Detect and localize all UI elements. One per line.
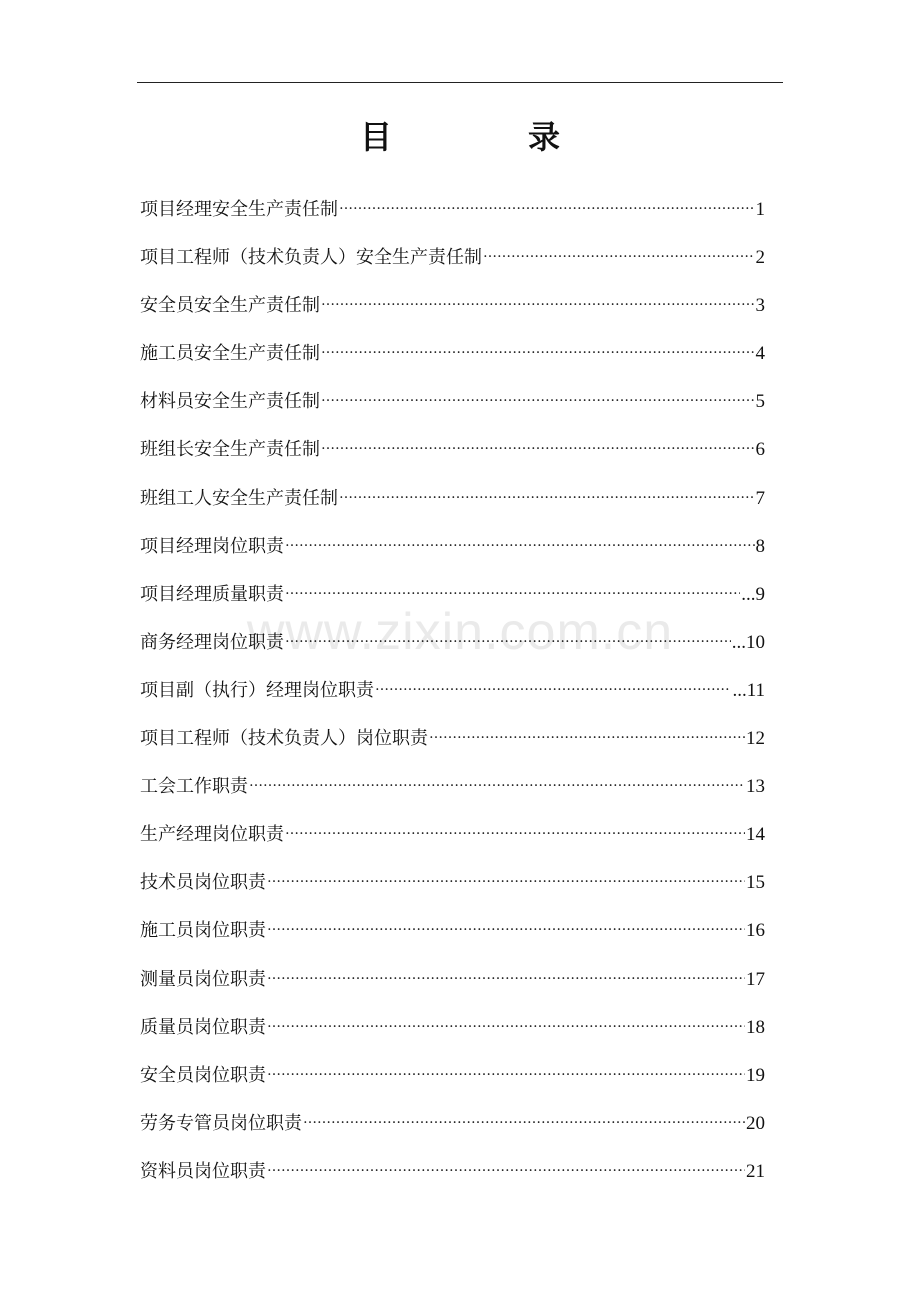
page-title: 目 录 bbox=[359, 118, 612, 156]
toc-entry[interactable] bbox=[140, 523, 765, 571]
toc-entry-label: 项目经理质量职责 bbox=[140, 583, 284, 605]
toc-entry-page-number: 14 bbox=[746, 824, 765, 846]
toc-entry-label: 项目经理岗位职责 bbox=[140, 535, 284, 557]
toc-entry[interactable] bbox=[140, 571, 765, 619]
toc-dot-leader bbox=[303, 1109, 745, 1129]
toc-entry[interactable] bbox=[140, 1052, 765, 1100]
toc-entry-label: 测量员岗位职责 bbox=[140, 968, 266, 990]
toc-entry-page-number: 18 bbox=[746, 1016, 765, 1038]
toc-dot-leader bbox=[321, 435, 755, 455]
toc-entry[interactable] bbox=[140, 907, 765, 955]
toc-entry-label: 班组工人安全生产责任制 bbox=[140, 487, 338, 509]
toc-entry-label: 项目工程师（技术负责人）岗位职责 bbox=[140, 728, 428, 750]
watermark: www.zixin.com.cn bbox=[246, 603, 674, 661]
toc-dot-leader bbox=[321, 291, 755, 311]
toc-entry-page-number: 7 bbox=[755, 487, 765, 509]
toc-entry-page-number: ...10 bbox=[731, 631, 765, 653]
toc-dot-leader bbox=[267, 965, 745, 985]
toc-entry-label: 工会工作职责 bbox=[140, 776, 248, 798]
toc-entry[interactable] bbox=[140, 1004, 765, 1052]
toc-entry[interactable] bbox=[140, 330, 765, 378]
toc-entry[interactable] bbox=[140, 186, 765, 234]
toc-dot-leader bbox=[267, 1157, 745, 1177]
toc-entry-label: 安全员安全生产责任制 bbox=[140, 295, 320, 317]
toc-entry[interactable] bbox=[140, 763, 765, 811]
toc-entry-page-number: 2 bbox=[755, 247, 765, 269]
toc-entry[interactable] bbox=[140, 715, 765, 763]
toc-entry[interactable] bbox=[140, 426, 765, 474]
toc-entry-page-number: 21 bbox=[746, 1160, 765, 1182]
toc-dot-leader bbox=[249, 772, 745, 792]
toc-entry-label: 商务经理岗位职责 bbox=[140, 631, 284, 653]
toc-entry-page-number: 12 bbox=[746, 728, 765, 750]
toc-entry-page-number: 3 bbox=[755, 295, 765, 317]
toc-dot-leader bbox=[483, 243, 755, 263]
toc-entry-label: 班组长安全生产责任制 bbox=[140, 439, 320, 461]
toc-entry[interactable] bbox=[140, 811, 765, 859]
toc-entry-page-number: 5 bbox=[755, 391, 765, 413]
toc-entry-page-number: 19 bbox=[746, 1064, 765, 1086]
toc-entry-label: 资料员岗位职责 bbox=[140, 1160, 266, 1182]
toc-entry-label: 项目副（执行）经理岗位职责 bbox=[140, 679, 374, 701]
toc-entry[interactable] bbox=[140, 1148, 765, 1196]
toc-entry-label: 项目经理安全生产责任制 bbox=[140, 199, 338, 220]
toc-entry-page-number: 15 bbox=[746, 872, 765, 894]
toc-entry-label: 技术员岗位职责 bbox=[140, 872, 266, 894]
toc-entry-label: 劳务专管员岗位职责 bbox=[140, 1112, 302, 1134]
toc-entry[interactable] bbox=[140, 619, 765, 667]
toc-entry-label: 施工员岗位职责 bbox=[140, 920, 266, 942]
toc-entry-label: 生产经理岗位职责 bbox=[140, 824, 284, 846]
toc-dot-leader bbox=[267, 1061, 745, 1081]
toc-dot-leader bbox=[267, 916, 745, 936]
toc-entry[interactable] bbox=[140, 859, 765, 907]
toc-entry-page-number: 20 bbox=[746, 1112, 765, 1134]
toc-entry-page-number: ...9 bbox=[741, 583, 765, 605]
header-rule bbox=[137, 82, 783, 83]
toc-dot-leader bbox=[321, 339, 755, 359]
toc-dot-leader bbox=[285, 628, 731, 648]
toc-entry[interactable] bbox=[140, 282, 765, 330]
toc-dot-leader bbox=[285, 580, 740, 600]
toc-entry-page-number: 8 bbox=[755, 535, 765, 557]
toc-entry[interactable] bbox=[140, 475, 765, 523]
toc-entry-label: 项目工程师（技术负责人）安全生产责任制 bbox=[140, 247, 482, 269]
table-of-contents bbox=[140, 186, 765, 1196]
toc-entry[interactable] bbox=[140, 667, 765, 715]
toc-entry-label: 材料员安全生产责任制 bbox=[140, 391, 320, 413]
toc-entry-page-number: 6 bbox=[755, 439, 765, 461]
toc-entry-page-number: 17 bbox=[746, 968, 765, 990]
toc-dot-leader bbox=[429, 724, 745, 744]
toc-entry-label: 施工员安全生产责任制 bbox=[140, 343, 320, 365]
toc-entry[interactable] bbox=[140, 378, 765, 426]
toc-dot-leader bbox=[285, 532, 755, 552]
toc-entry-page-number: ...11 bbox=[732, 679, 765, 701]
toc-dot-leader bbox=[267, 868, 745, 888]
toc-entry-page-number: 1 bbox=[755, 199, 765, 220]
toc-dot-leader bbox=[339, 195, 755, 215]
toc-entry[interactable] bbox=[140, 1100, 765, 1148]
toc-dot-leader bbox=[267, 1013, 745, 1033]
toc-dot-leader bbox=[285, 820, 745, 840]
toc-entry-page-number: 13 bbox=[746, 776, 765, 798]
toc-entry[interactable] bbox=[140, 956, 765, 1004]
toc-entry-page-number: 4 bbox=[755, 343, 765, 365]
toc-entry[interactable] bbox=[140, 234, 765, 282]
toc-entry-label: 安全员岗位职责 bbox=[140, 1064, 266, 1086]
toc-dot-leader bbox=[375, 676, 731, 696]
toc-entry-label: 质量员岗位职责 bbox=[140, 1016, 266, 1038]
toc-dot-leader bbox=[339, 484, 755, 504]
toc-entry-page-number: 16 bbox=[746, 920, 765, 942]
toc-dot-leader bbox=[321, 387, 755, 407]
